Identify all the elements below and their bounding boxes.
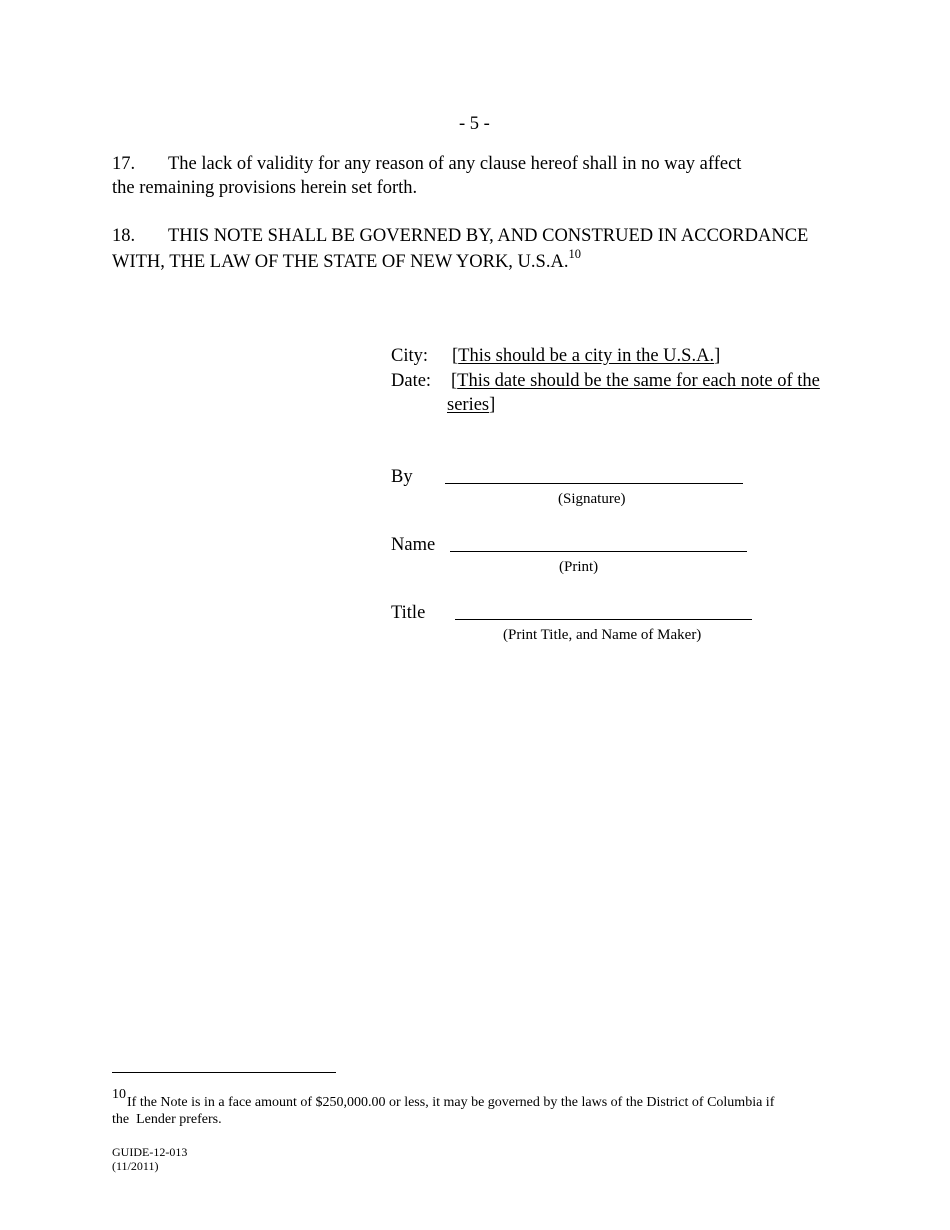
date-value-line-1 <box>451 369 820 393</box>
signature-line[interactable] <box>445 483 743 484</box>
city-placeholder: This should be a city in the U.S.A. <box>458 346 715 366</box>
title-line[interactable] <box>455 619 752 620</box>
title-caption: (Print Title, and Name of Maker) <box>503 627 702 643</box>
para-18-number: 18. <box>112 226 136 246</box>
footnote-line-2: the Lender prefers. <box>112 1112 222 1127</box>
para-17-line-1: The lack of validity for any reason of any clause hereof shall in no way affect <box>168 154 742 174</box>
city-value <box>452 344 720 368</box>
document-code: GUIDE-12-013 <box>112 1145 188 1159</box>
para-18-line-1: THIS NOTE SHALL BE GOVERNED BY, AND CONSTRUED IN ACCORDANCE <box>168 226 809 246</box>
by-label: By <box>391 467 413 487</box>
para-17-line-2: the remaining provisions herein set forth. <box>112 178 418 198</box>
city-label: City: <box>391 346 429 366</box>
page-number: - 5 - <box>459 114 490 134</box>
city-bracket-open: [ <box>452 346 459 366</box>
footnote-separator <box>112 1072 336 1073</box>
city-bracket-close: ] <box>714 346 721 366</box>
para-18-line-2-text: WITH, THE LAW OF THE STATE OF NEW YORK, U.S.A. <box>112 252 569 272</box>
signature-caption: (Signature) <box>558 491 626 507</box>
name-caption: (Print) <box>559 559 599 575</box>
para-18-line-2 <box>112 247 581 275</box>
date-label: Date: <box>391 371 432 391</box>
document-revision-date: (11/2011) <box>112 1159 159 1173</box>
name-line[interactable] <box>450 551 747 552</box>
title-label: Title <box>391 603 426 623</box>
para-17-number: 17. <box>112 154 136 174</box>
footnote-reference[interactable]: 10 <box>568 247 581 261</box>
footnote-line-1: If the Note is in a face amount of $250,000.00 or less, it may be governed by the laws of the District of Columbia if <box>127 1095 775 1110</box>
date-value-line-2 <box>447 393 495 417</box>
name-label: Name <box>391 535 436 555</box>
footnote-marker: 10 <box>112 1087 126 1102</box>
date-placeholder-line-1: This date should be the same for each note of the <box>457 371 820 391</box>
date-bracket-close: ] <box>489 395 496 415</box>
date-placeholder-line-2: series <box>447 395 490 415</box>
date-bracket-open: [ <box>451 371 458 391</box>
